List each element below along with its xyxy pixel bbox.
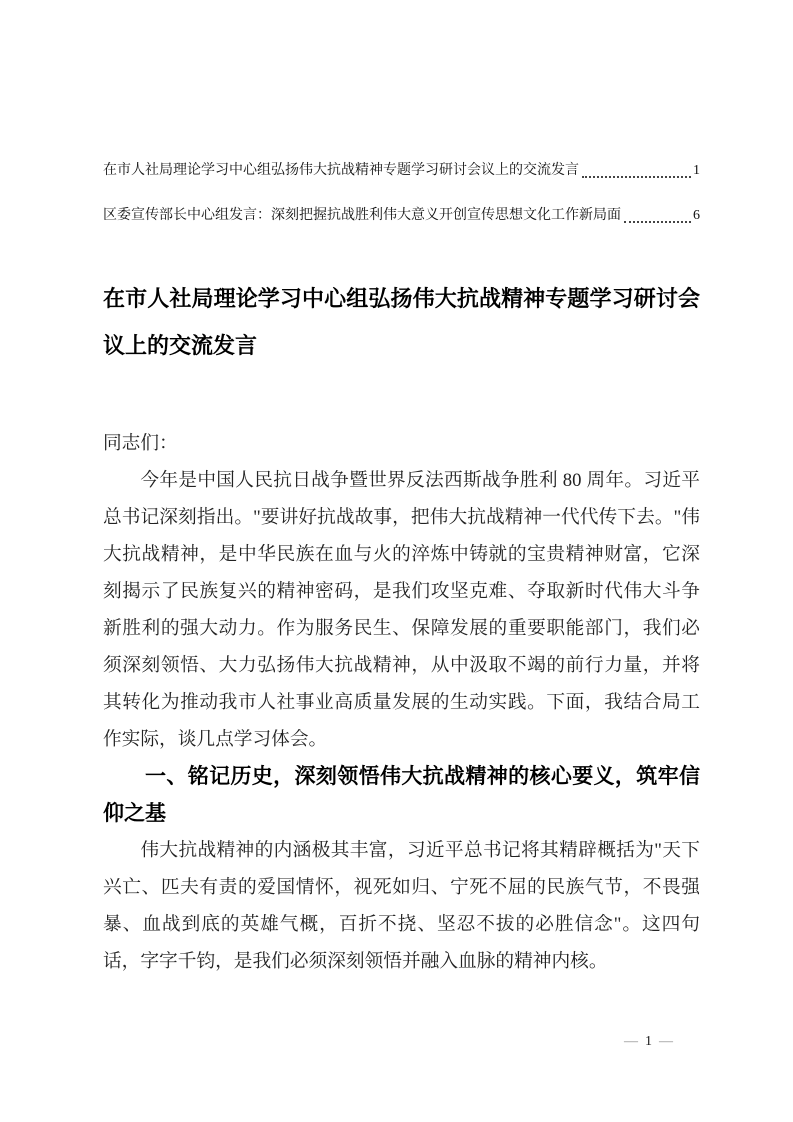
paragraph-1: 今年是中国人民抗日战争暨世界反法西斯战争胜利 80 周年。习近平总书记深刻指出。"要讲好抗战故事，把伟大抗战精神一代代传下去。"伟大抗战精神，是中华民族在血与火的淬炼中铸就的宝贵精神财富，它深刻揭示了民族复兴的精神密码，是我们攻坚克难、夺取新时代伟大斗争新胜利的强大动力。作为服务民生、保障发展的重要职能部门，我们必须深刻领悟、大力弘扬伟大抗战精神，从中汲取不竭的前行力量，并将其转化为推动我市人社事业高质量发展的生动实践。下面，我结合局工作实际，谈几点学习体会。 — [103, 470, 700, 750]
footer-left-dash: — — [624, 1034, 638, 1049]
toc-entry-1 — [103, 160, 700, 182]
toc-entry-1-page-number: 1 — [693, 163, 700, 178]
toc-entry-2 — [103, 205, 700, 227]
toc-entry-2-page-number: 6 — [693, 208, 700, 223]
toc-entry-2-title: 区委宣传部长中心组发言：深刻把握抗战胜利伟大意义开创宣传思想文化工作新局面 — [103, 208, 621, 223]
article-title: 在市人社局理论学习中心组弘扬伟大抗战精神专题学习研讨会议上的交流发言 — [103, 286, 700, 358]
toc-entry-1-title: 在市人社局理论学习中心组弘扬伟大抗战精神专题学习研讨会议上的交流发言 — [103, 163, 579, 178]
footer-right-dash: — — [659, 1034, 673, 1049]
toc-entry-2-dot-leader — [624, 221, 691, 223]
article-body — [103, 425, 700, 980]
footer-page-number: 1 — [645, 1034, 652, 1049]
toc-entry-1-dot-leader — [582, 176, 691, 178]
page-footer — [624, 1032, 673, 1052]
salutation: 同志们： — [103, 433, 178, 454]
section-heading-1: 一、铭记历史，深刻领悟伟大抗战精神的核心要义，筑牢信仰之基 — [103, 765, 700, 825]
paragraph-2: 伟大抗战精神的内涵极其丰富，习近平总书记将其精辟概括为"天下兴亡、匹夫有责的爱国情怀，视死如归、宁死不屈的民族气节，不畏强暴、血战到底的英雄气概，百折不挠、坚忍不拔的必胜信念"。这四句话，字字千钧，是我们必须深刻领悟并融入血脉的精神内核。 — [103, 840, 700, 972]
